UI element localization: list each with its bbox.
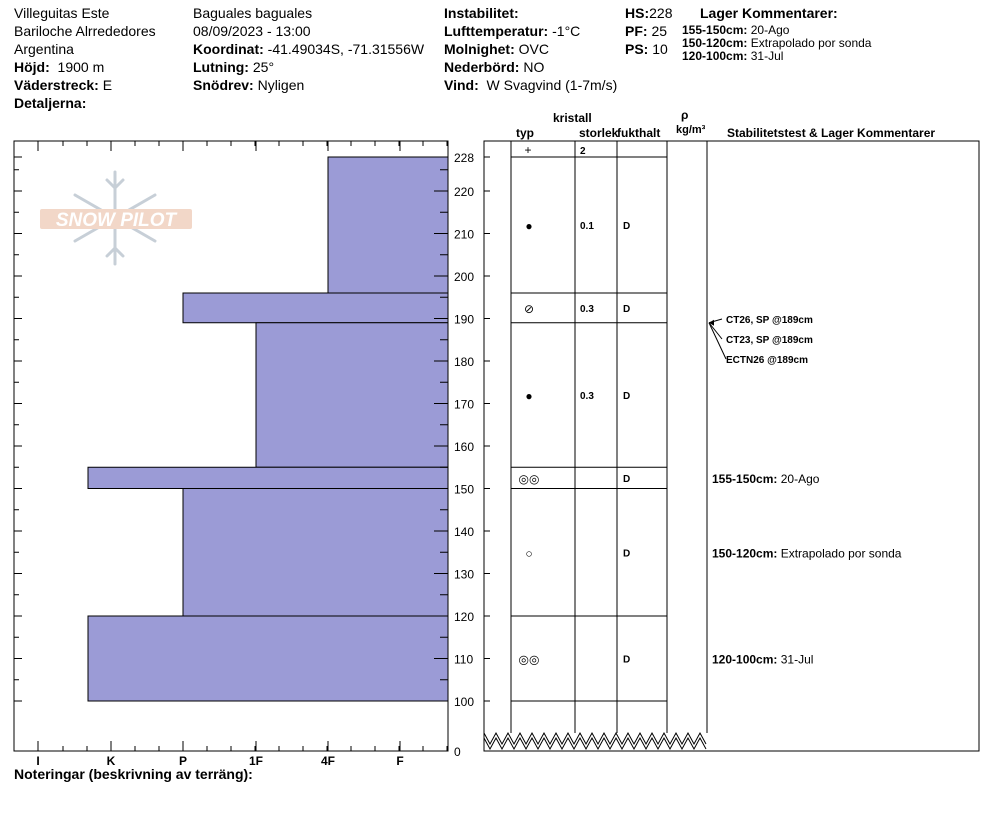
- y-tick-label: 190: [454, 312, 475, 327]
- crystal-type-symbol: ⊘: [523, 301, 535, 316]
- ps-label: PS:: [625, 41, 649, 57]
- layer-comment-range: 155-150cm:: [712, 471, 781, 486]
- hardness-scale-label: 4F: [320, 754, 336, 768]
- layer-comments-title: Lager Kommentarer:: [700, 5, 838, 21]
- stability-test-label: ECTN26 @189cm: [726, 355, 809, 366]
- moisture-value: D: [623, 654, 631, 666]
- layer-comment-annotation: [712, 653, 813, 667]
- crystal-type-symbol: ○: [525, 546, 533, 561]
- observation-datetime: 08/09/2023 - 13:00: [193, 23, 311, 39]
- sky-label: Molnighet:: [444, 41, 515, 57]
- y-tick-label: 220: [454, 185, 475, 199]
- ps-value: 10: [652, 41, 668, 57]
- crystal-type-symbol: ●: [525, 389, 533, 403]
- y-tick-label: 150: [454, 482, 475, 497]
- location-line-1: Villeguitas Este: [14, 5, 110, 21]
- moisture-value: D: [623, 473, 631, 485]
- air-temp-value: -1°C: [552, 23, 581, 39]
- crystal-size-value: 0.3: [580, 391, 594, 402]
- crystal-type-symbol: ◎◎: [518, 471, 540, 486]
- y-tick-label: 130: [454, 567, 475, 582]
- layer-comment-text: 20-Ago: [750, 23, 790, 37]
- air-temp-label: Lufttemperatur:: [444, 23, 549, 39]
- layer-comment-range: 150-120cm:: [712, 546, 781, 561]
- y-tick-label: 170: [454, 397, 475, 412]
- aspect-value: E: [102, 77, 113, 93]
- elevation-value: 1900 m: [57, 59, 105, 75]
- y-tick-label: 110: [454, 652, 474, 667]
- hardness-layer-bar: [88, 467, 448, 488]
- hardness-layer-bar: [183, 293, 448, 323]
- crystal-size-value: 0.1: [580, 221, 594, 232]
- hardness-layer-bar: [256, 323, 448, 468]
- layer-comment-text: 31-Jul: [780, 652, 814, 667]
- moisture-value: D: [623, 221, 631, 232]
- stability-test-label: CT23, SP @189cm: [726, 335, 813, 346]
- wind-label: Vind:: [444, 77, 479, 93]
- layer-comment-text: 20-Ago: [780, 471, 820, 486]
- layer-comment-text: Extrapolado por sonda: [780, 546, 902, 561]
- y-tick-label: 180: [454, 355, 475, 369]
- column-kristall: kristall: [553, 111, 592, 125]
- layer-comment-range: 120-100cm:: [682, 49, 748, 63]
- y-tick-label: 228: [454, 151, 475, 165]
- sky-value: OVC: [518, 41, 549, 57]
- hardness-scale-label: 1F: [248, 754, 264, 768]
- surface-crystal-symbol: +: [524, 143, 532, 157]
- crystal-type-symbol: ◎◎: [518, 652, 540, 667]
- crystal-type-symbol: ●: [525, 219, 533, 233]
- stability-test-label: CT26, SP @189cm: [726, 315, 813, 326]
- column-typ: typ: [516, 126, 534, 140]
- surface-crystal-size: 2: [580, 146, 586, 157]
- layer-comment-text: 31-Jul: [750, 49, 784, 63]
- hardness-scale-label: F: [396, 754, 404, 768]
- y-tick-label: 140: [454, 525, 475, 539]
- terrain-notes-label: Noteringar (beskrivning av terräng):: [14, 766, 253, 782]
- column-storlek: storlek: [579, 126, 619, 140]
- column-stability: Stabilitetstest & Lager Kommentarer: [727, 126, 936, 140]
- logo-text: SNOW PILOT: [55, 210, 177, 231]
- hardness-scale-label: K: [106, 754, 116, 768]
- hardness-scale-label: I: [36, 754, 40, 768]
- column-fukthalt: fukthalt: [617, 126, 661, 140]
- coordinate-value: -41.49034S, -71.31556W: [267, 41, 425, 57]
- wind-loading-value: Nyligen: [257, 77, 305, 93]
- y-tick-label: 100: [454, 695, 475, 709]
- column-rho-unit: kg/m³: [676, 124, 706, 136]
- location-line-2: Bariloche Alrrededores: [14, 23, 156, 39]
- y-tick-label: 210: [454, 227, 475, 242]
- layer-comment-text: Extrapolado por sonda: [750, 36, 872, 50]
- instability-label: Instabilitet:: [444, 5, 519, 21]
- layer-comment-range: 155-150cm:: [682, 23, 748, 37]
- pf-value: 25: [651, 23, 668, 39]
- slope-value: 25°: [252, 59, 275, 75]
- y-tick-label: 200: [454, 270, 475, 284]
- precip-label: Nederbörd:: [444, 59, 520, 75]
- hardness-layer-bar: [328, 157, 448, 293]
- layer-comment-annotation: [712, 472, 820, 486]
- layer-comment-annotation: [712, 546, 902, 560]
- hs-value: 228: [649, 5, 673, 21]
- hs-label: HS:: [625, 5, 650, 21]
- moisture-value: D: [623, 548, 631, 560]
- y-tick-label: 0: [454, 745, 461, 759]
- moisture-value: D: [623, 391, 631, 402]
- elevation-label: Höjd:: [14, 59, 50, 75]
- layer-comment-range: 150-120cm:: [682, 36, 748, 50]
- hardness-scale-label: P: [178, 754, 188, 768]
- moisture-value: D: [623, 303, 631, 315]
- stability-test-leader: [709, 323, 726, 359]
- crystal-size-value: 0.3: [580, 303, 594, 315]
- hardness-layer-bar: [88, 616, 448, 701]
- y-tick-label: 160: [454, 440, 475, 454]
- aspect-label: Väderstreck:: [14, 77, 99, 93]
- observer-name: Baguales baguales: [193, 5, 313, 21]
- details-label: Detaljerna:: [14, 95, 87, 111]
- slope-label: Lutning:: [193, 59, 249, 75]
- pf-label: PF:: [625, 23, 648, 39]
- y-tick-label: 120: [454, 610, 475, 624]
- wind-loading-label: Snödrev:: [193, 77, 254, 93]
- location-line-3: Argentina: [14, 41, 74, 57]
- column-rho: ρ: [681, 108, 689, 122]
- hardness-layer-bar: [183, 489, 448, 617]
- wind-value: W Svagvind (1-7m/s): [486, 77, 618, 93]
- precip-value: NO: [523, 59, 545, 75]
- coordinate-label: Koordinat:: [193, 41, 264, 57]
- layer-comment-range: 120-100cm:: [712, 652, 781, 667]
- snowpilot-logo: [40, 172, 192, 264]
